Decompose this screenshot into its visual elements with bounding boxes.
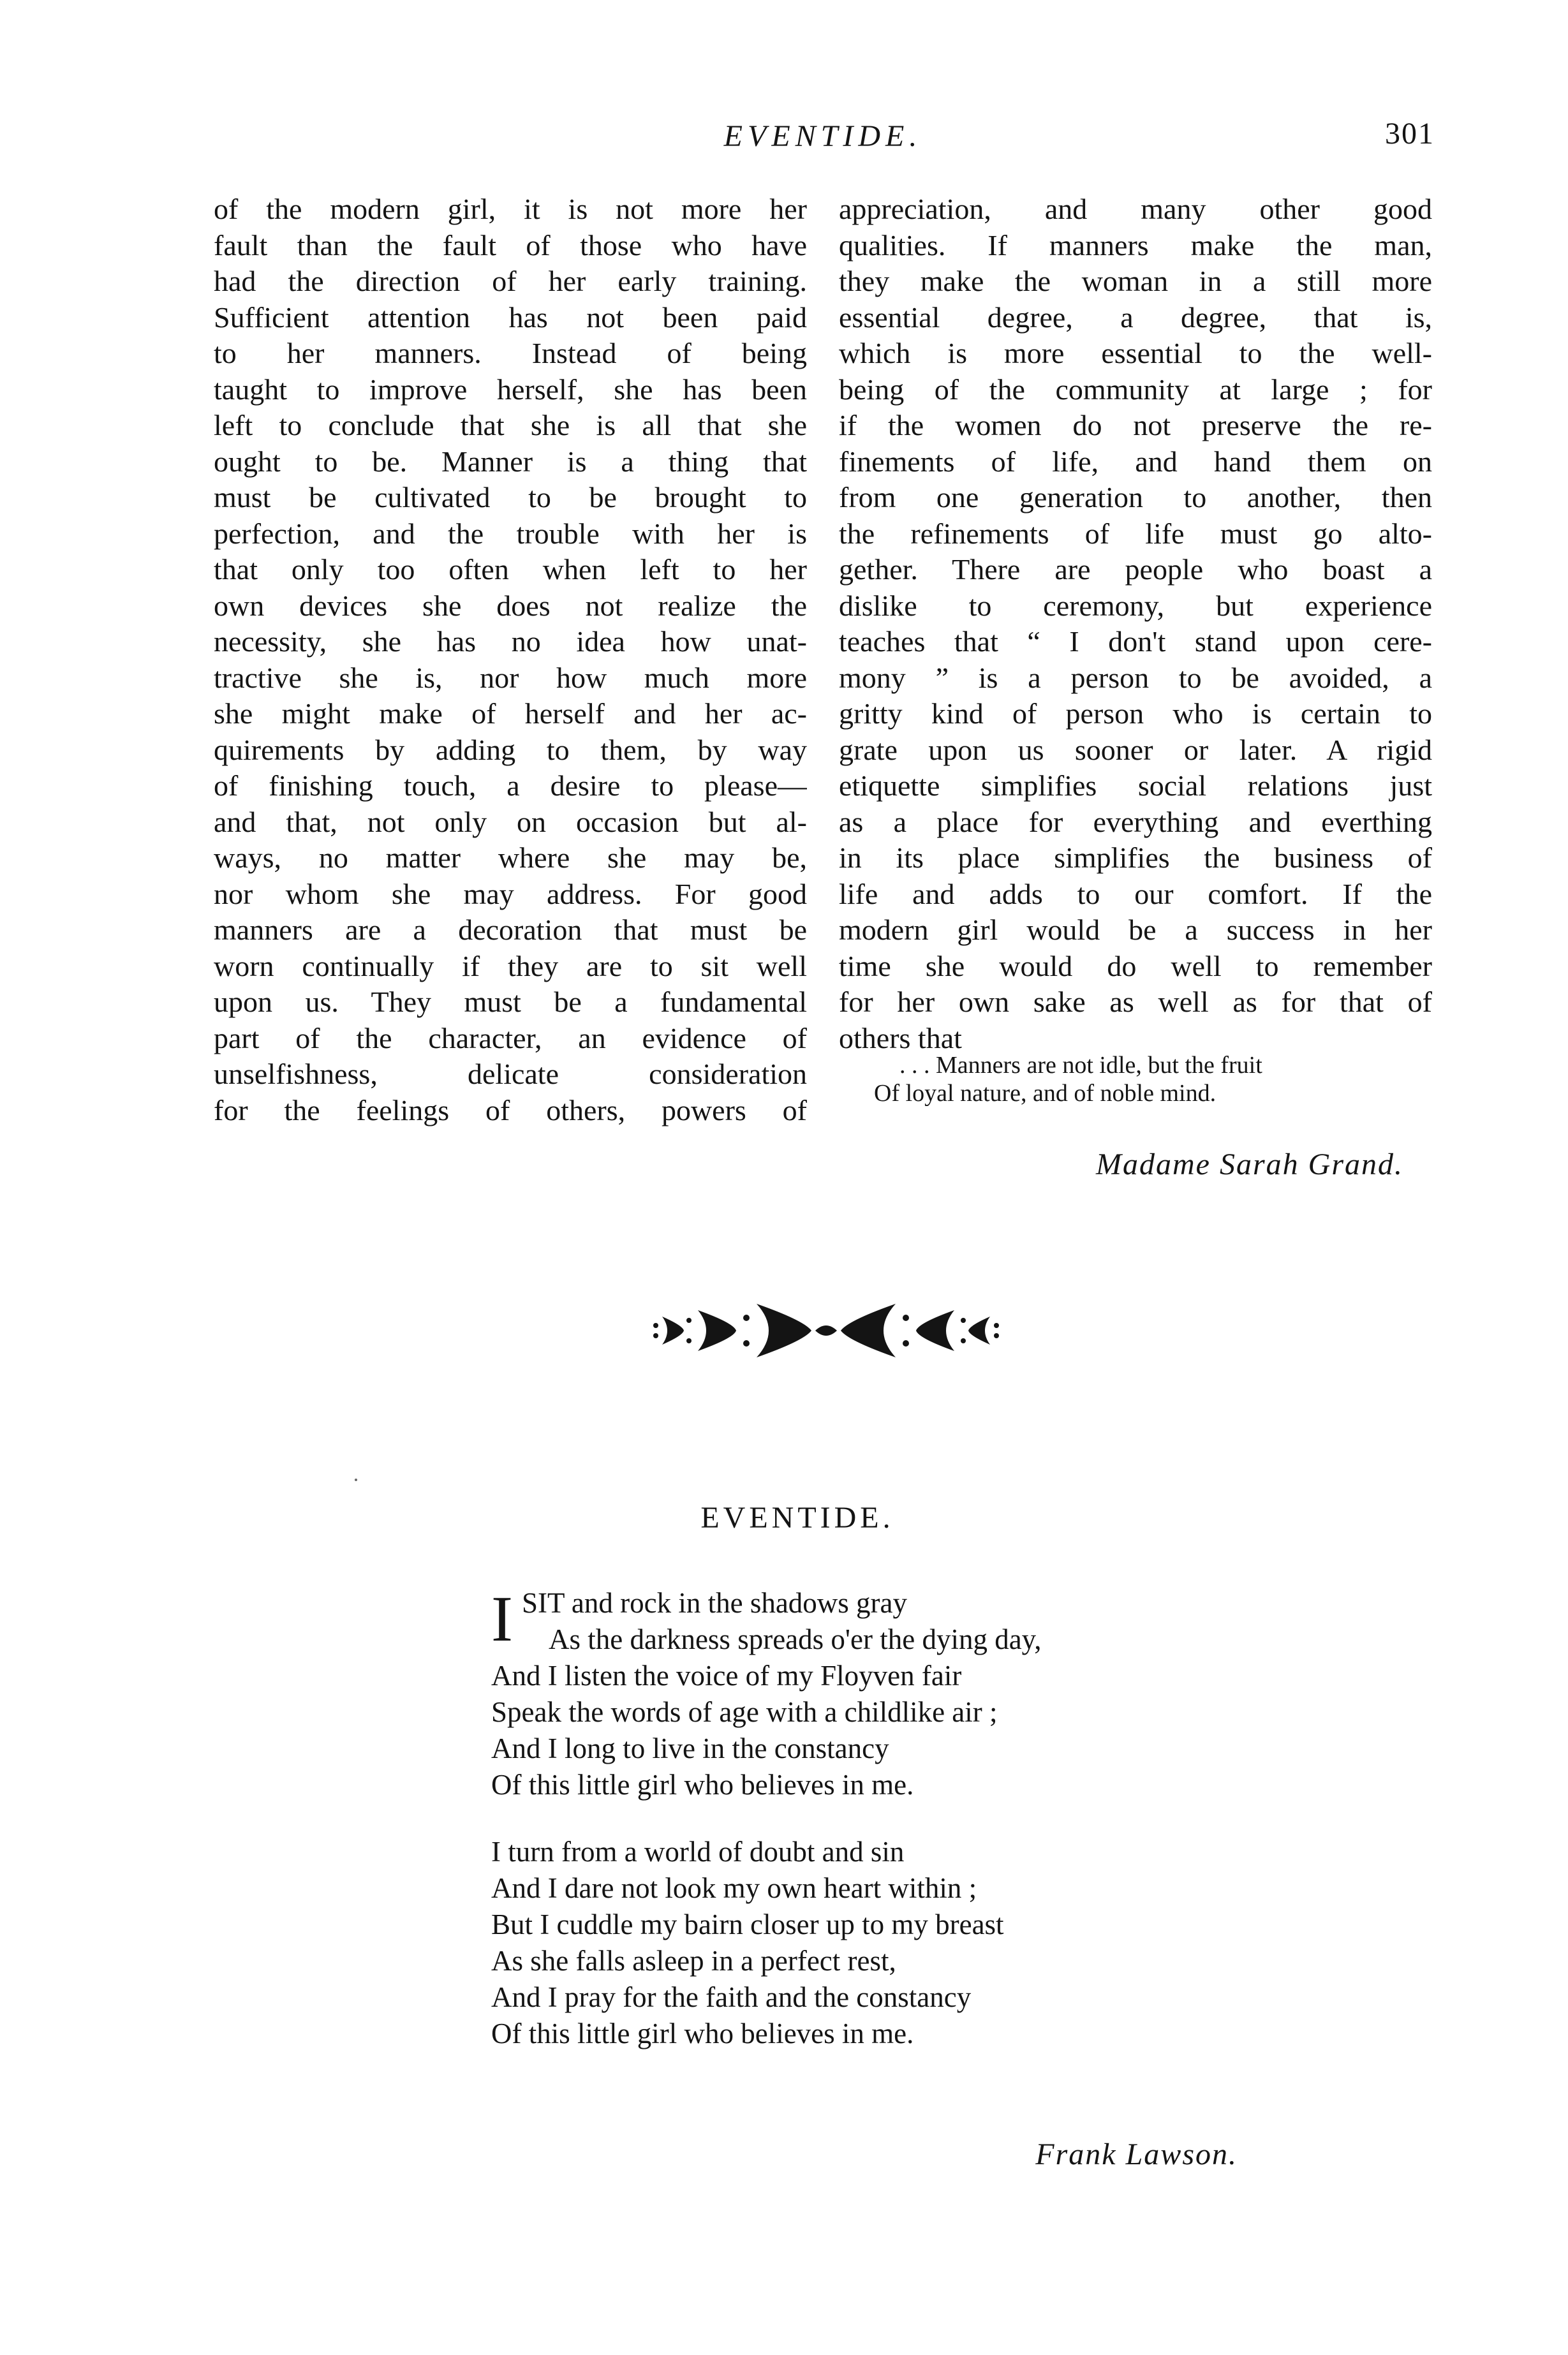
article-line: as a place for everything and everthing: [839, 805, 1432, 838]
article-line: had the direction of her early training.: [214, 265, 807, 297]
poem-line: Of this little girl who believes in me.: [491, 2018, 914, 2049]
article-line: ways, no matter where she may be,: [214, 841, 807, 874]
article-line: perfection, and the trouble with her is: [214, 517, 807, 550]
article-line: worn continually if they are to sit well: [214, 949, 807, 982]
article-line: the refinements of life must go alto-: [839, 517, 1432, 550]
drop-cap: I: [491, 1583, 513, 1655]
article-line: that only too often when left to her: [214, 553, 807, 586]
article-line: appreciation, and many other good: [839, 193, 1432, 225]
poem-line: And I pray for the faith and the constancy: [491, 1981, 972, 2013]
article-line: qualities. If manners make the man,: [839, 228, 1432, 262]
article-line: dislike to ceremony, but experience: [839, 589, 1432, 622]
article-line: fault than the fault of those who have: [214, 228, 807, 262]
article-line: necessity, she has no idea how unat-: [214, 625, 807, 658]
article-line: ought to be. Manner is a thing that: [214, 445, 807, 478]
poem-stanza-2: [491, 1834, 1257, 2052]
poem-stanza-1: [491, 1585, 1257, 1803]
article-line: essential degree, a degree, that is,: [839, 300, 1432, 334]
article-line: if the women do not preserve the re-: [839, 409, 1432, 441]
poem-line: Speak the words of age with a childlike air ;: [491, 1696, 998, 1728]
article-line: finements of life, and hand them on: [839, 445, 1432, 478]
article-line: she might make of herself and her ac-: [214, 697, 807, 730]
article-line: taught to improve herself, she has been: [214, 373, 807, 406]
article-line: time she would do well to remember: [839, 949, 1432, 982]
article-line: gritty kind of person who is certain to: [839, 697, 1432, 730]
poem-line: As she falls asleep in a perfect rest,: [491, 1945, 896, 1977]
article-line: mony ” is a person to be avoided, a: [839, 661, 1432, 694]
article-line: grate upon us sooner or later. A rigid: [839, 733, 1432, 766]
article-line: nor whom she may address. For good: [214, 877, 807, 910]
article-line: of finishing touch, a desire to please—: [214, 769, 807, 802]
article-line: tractive she is, nor how much more: [214, 661, 807, 694]
poem-line: I turn from a world of doubt and sin: [491, 1836, 905, 1868]
article-line: modern girl would be a success in her: [839, 913, 1432, 946]
article-line: they make the woman in a still more: [839, 265, 1432, 297]
article-line: left to conclude that she is all that she: [214, 409, 807, 441]
article-left-column: [214, 191, 807, 1128]
poem-line: But I cuddle my bairn closer up to my breast: [491, 1908, 1004, 1940]
article-line: of the modern girl, it is not more her: [214, 193, 807, 225]
article-line: quirements by adding to them, by way: [214, 733, 807, 766]
article-line: manners are a decoration that must be: [214, 913, 807, 946]
print-speck: [355, 1479, 357, 1481]
article-right-column: [839, 191, 1432, 1056]
running-title: EVENTIDE.: [723, 119, 922, 153]
poem-title: EVENTIDE.: [700, 1501, 894, 1535]
poem-line: And I dare not look my own heart within ;: [491, 1872, 977, 1904]
article-line: etiquette simplifies social relations just: [839, 769, 1432, 802]
article-line: others that: [839, 1021, 962, 1054]
article-author-signature: Madame Sarah Grand.: [1096, 1148, 1403, 1181]
article-line: life and adds to our comfort. If the: [839, 877, 1432, 910]
article-line: and that, not only on occasion but al-: [214, 805, 807, 838]
poem-line: And I listen the voice of my Floyven fair: [491, 1660, 962, 1692]
leaf-ornament-divider: [644, 1295, 1008, 1365]
poem-line: As the darkness spreads o'er the dying day,: [549, 1623, 1042, 1655]
article-line: in its place simplifies the business of: [839, 841, 1432, 874]
article-line: own devices she does not realize the: [214, 589, 807, 622]
quotation-line: Of loyal nature, and of noble mind.: [874, 1080, 1217, 1107]
verse-quotation: [874, 1051, 1423, 1107]
article-line: must be cultivated to be brought to: [214, 481, 807, 513]
article-line: which is more essential to the well-: [839, 337, 1432, 369]
article-line: for the feelings of others, powers of: [214, 1093, 807, 1126]
article-line: upon us. They must be a fundamental: [214, 986, 807, 1018]
poem-author-signature: Frank Lawson.: [1035, 2137, 1238, 2171]
article-line: being of the community at large ; for: [839, 373, 1432, 406]
article-line: to her manners. Instead of being: [214, 337, 807, 369]
poem-line: SIT and rock in the shadows gray: [521, 1587, 908, 1619]
article-line: for her own sake as well as for that of: [839, 986, 1432, 1018]
poem-line: Of this little girl who believes in me.: [491, 1769, 914, 1801]
article-line: from one generation to another, then: [839, 481, 1432, 513]
article-line: gether. There are people who boast a: [839, 553, 1432, 586]
poem-line: And I long to live in the constancy: [491, 1732, 889, 1764]
article-line: teaches that “ I don't stand upon cere-: [839, 625, 1432, 658]
article-line: unselfishness, delicate consideration: [214, 1058, 807, 1090]
article-line: part of the character, an evidence of: [214, 1021, 807, 1054]
page-number: 301: [1385, 117, 1435, 151]
article-line: Sufficient attention has not been paid: [214, 300, 807, 334]
quotation-line: . . . Manners are not idle, but the fruit: [899, 1052, 1262, 1079]
